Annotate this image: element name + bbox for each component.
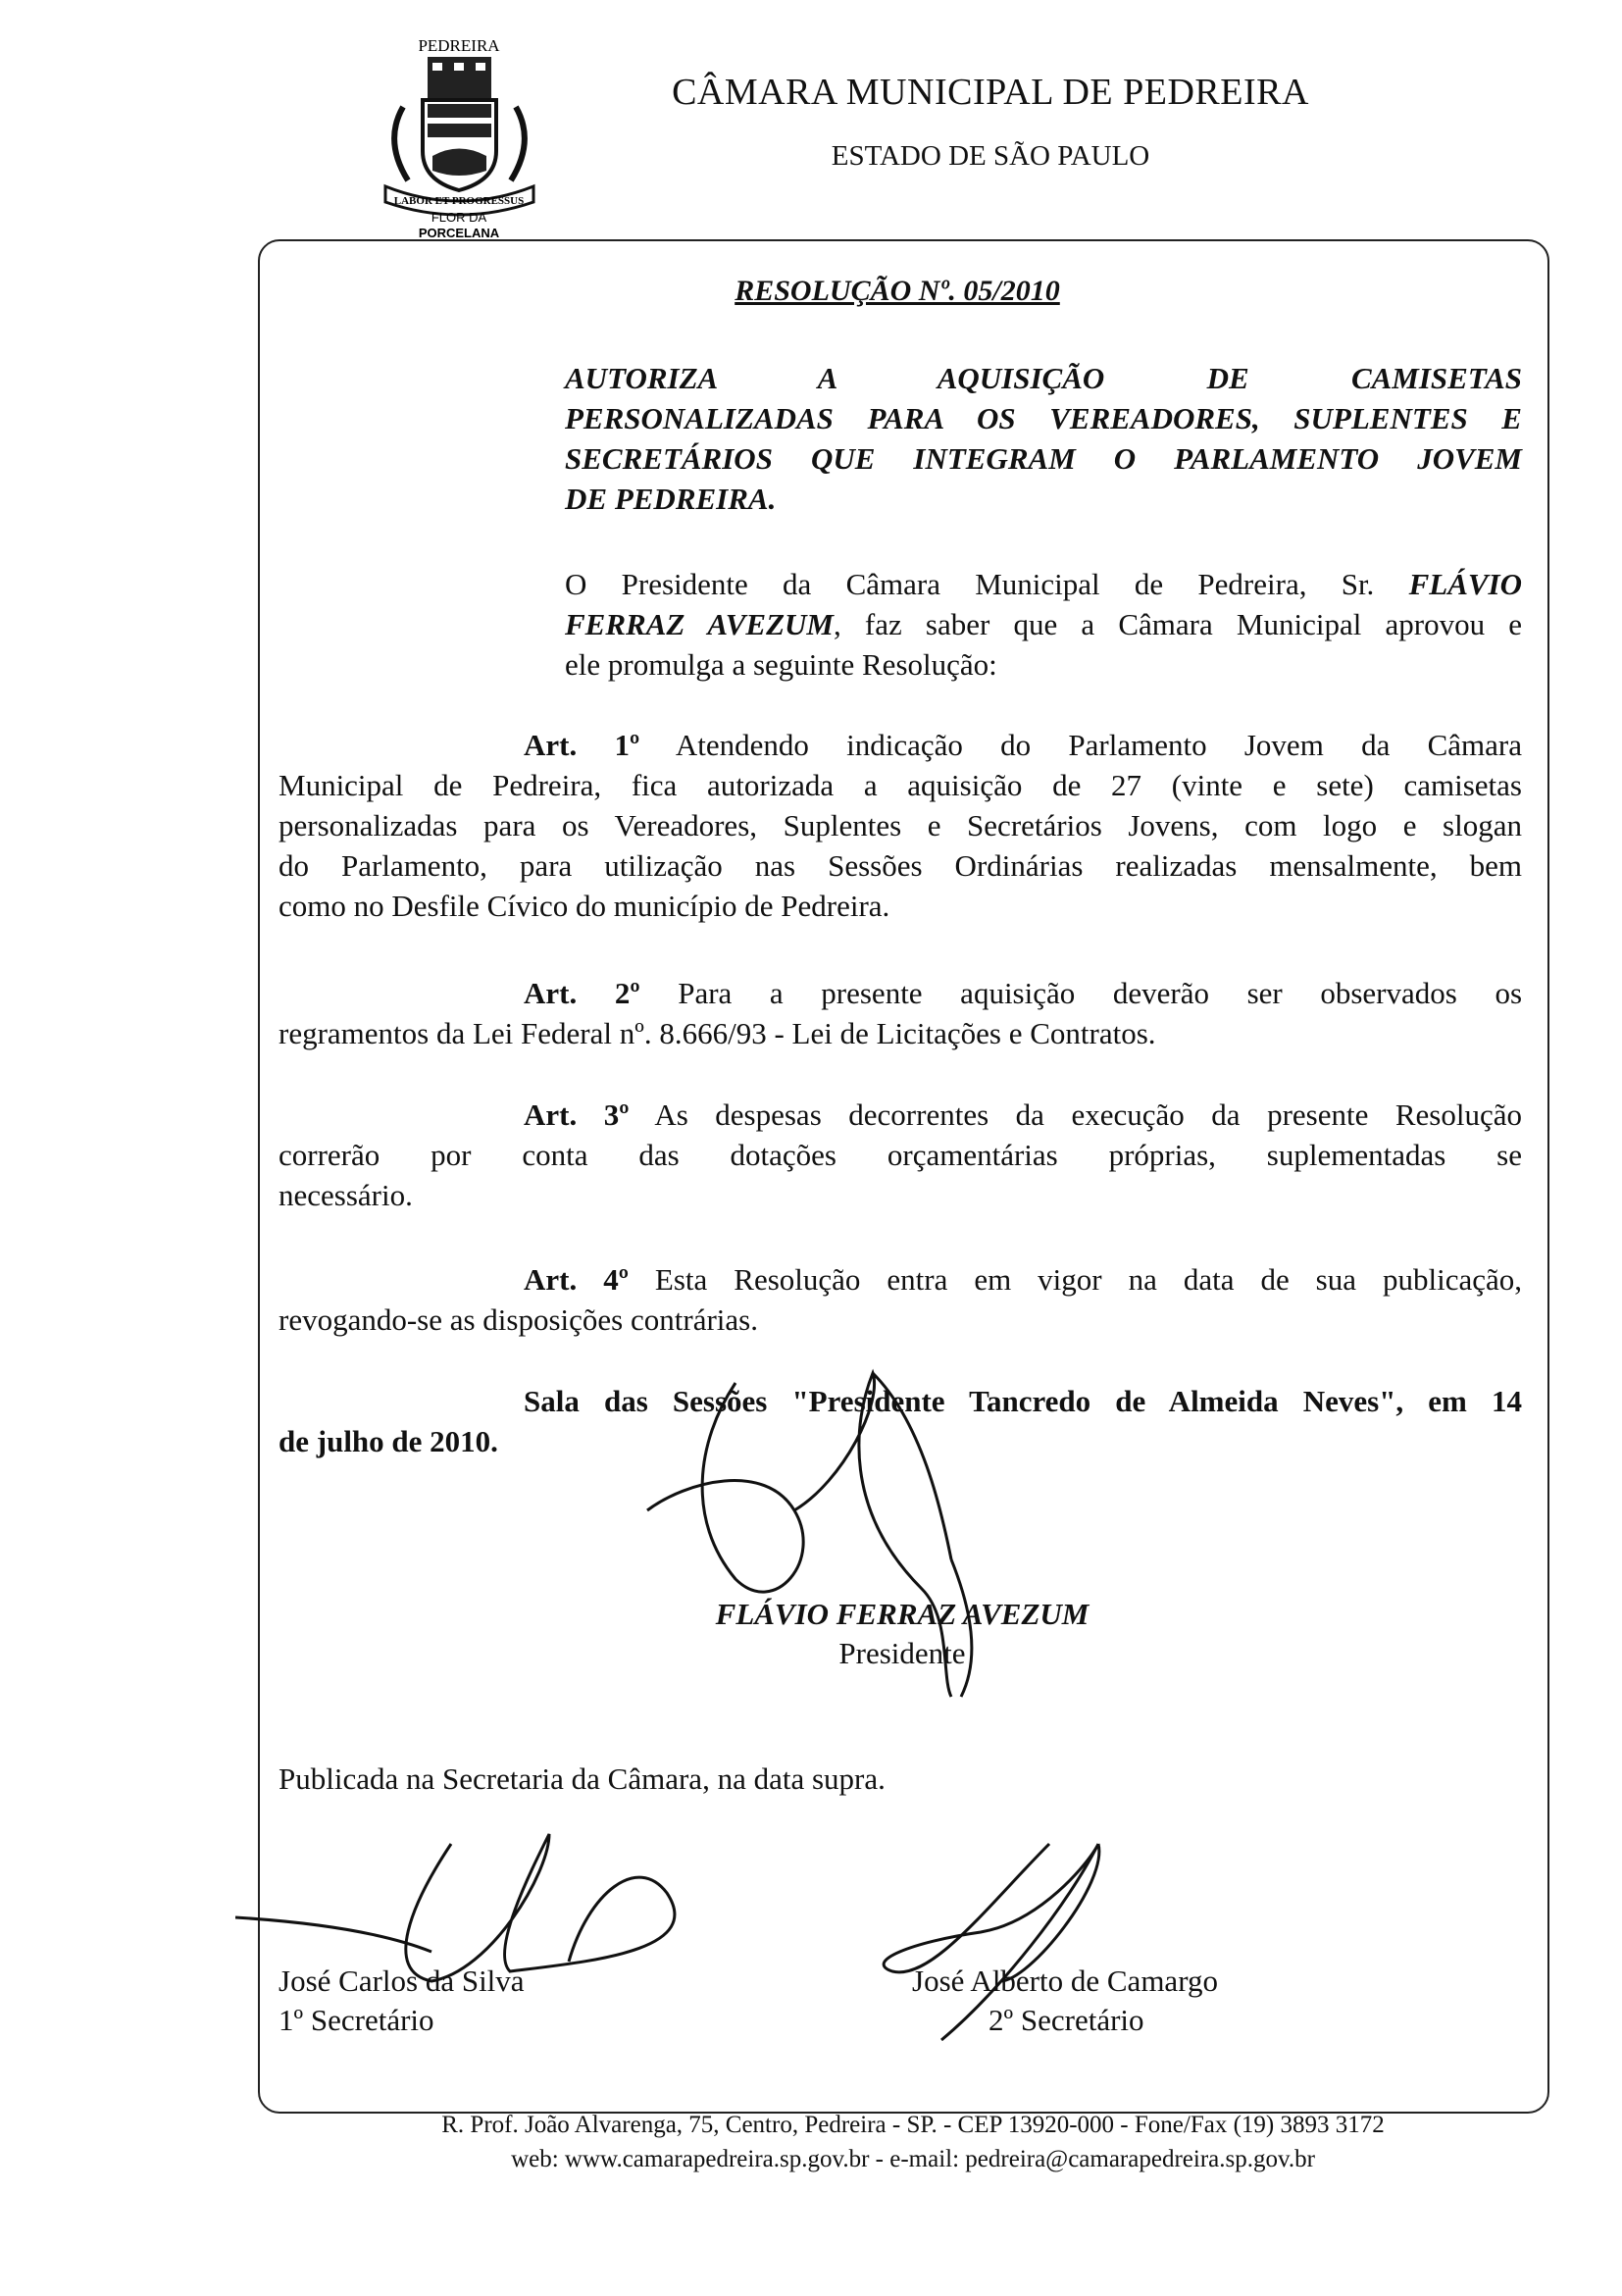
svg-text:LABOR ET PROGRESSUS: LABOR ET PROGRESSUS xyxy=(393,195,525,207)
first-secretary-name: José Carlos da Silva xyxy=(279,1964,525,1998)
second-secretary-name: José Alberto de Camargo xyxy=(912,1964,1218,1998)
article-text: Para a presente aquisição deverão ser observados os xyxy=(678,976,1523,1010)
president-role: Presidente xyxy=(838,1636,966,1670)
summary-line: SECRETÁRIOS QUE INTEGRAM O PARLAMENTO JOVEM xyxy=(565,441,1522,476)
article-text: revogando-se as disposições contrárias. xyxy=(279,1302,758,1337)
first-secretary-role: 1º Secretário xyxy=(279,2003,434,2037)
intro-text: , faz saber que a Câmara Municipal aprovou e xyxy=(833,607,1522,641)
publication-note: Publicada na Secretaria da Câmara, na data supra. xyxy=(279,1761,886,1796)
footer-contact: web: www.camarapedreira.sp.gov.br - e-mail: pedreira@camarapedreira.sp.gov.br xyxy=(511,2146,1315,2172)
closing-statement xyxy=(279,1381,1522,1461)
coat-of-arms-logo xyxy=(374,33,545,241)
svg-text:PEDREIRA: PEDREIRA xyxy=(418,36,500,55)
resolution-summary xyxy=(565,358,1522,519)
article-text: As despesas decorrentes da execução da presente Resolução xyxy=(654,1097,1523,1132)
article-text: personalizadas para os Vereadores, Suplentes e Secretários Jovens, com logo e slogan xyxy=(279,808,1522,842)
summary-line: PERSONALIZADAS PARA OS VEREADORES, SUPLENTES E xyxy=(565,401,1522,435)
article-text: Esta Resolução entra em vigor na data de sua publicação, xyxy=(654,1262,1522,1297)
article-4 xyxy=(279,1259,1522,1340)
resolution-title: RESOLUÇÃO Nº. 05/2010 xyxy=(735,275,1060,307)
closing-line: Sala das Sessões "Presidente Tancredo de Almeida Neves", em 14 xyxy=(524,1384,1522,1418)
article-text: Municipal de Pedreira, fica autorizada a aquisição de 27 (vinte e sete) camisetas xyxy=(279,768,1522,802)
second-secretary-role: 2º Secretário xyxy=(988,2003,1144,2037)
summary-line: AUTORIZA A AQUISIÇÃO DE CAMISETAS xyxy=(565,361,1522,395)
intro-paragraph xyxy=(565,564,1522,685)
svg-text:PORCELANA: PORCELANA xyxy=(418,226,500,240)
article-label: Art. 1º xyxy=(524,728,640,762)
svg-text:FLOR DA: FLOR DA xyxy=(431,210,487,225)
article-text: necessário. xyxy=(279,1178,413,1212)
state-subtitle: ESTADO DE SÃO PAULO xyxy=(831,140,1150,172)
article-1 xyxy=(279,725,1522,926)
article-label: Art. 4º xyxy=(524,1262,629,1297)
article-text: Atendendo indicação do Parlamento Jovem da Câmara xyxy=(675,728,1523,762)
article-text: do Parlamento, para utilização nas Sessões Ordinárias realizadas mensalmente, bem xyxy=(279,848,1522,883)
president-name: FLÁVIO FERRAZ AVEZUM xyxy=(715,1597,1090,1631)
article-text: correrão por conta das dotações orçamentárias próprias, suplementadas se xyxy=(279,1138,1522,1172)
institution-title: CÂMARA MUNICIPAL DE PEDREIRA xyxy=(672,72,1309,113)
intro-text: O Presidente da Câmara Municipal de Pedreira, Sr. xyxy=(565,567,1375,601)
article-text: como no Desfile Cívico do município de Pedreira. xyxy=(279,889,890,923)
article-label: Art. 3º xyxy=(524,1097,630,1132)
summary-line: DE PEDREIRA. xyxy=(565,482,777,516)
article-text: regramentos da Lei Federal nº. 8.666/93 - Lei de Licitações e Contratos. xyxy=(279,1016,1156,1050)
intro-text: ele promulga a seguinte Resolução: xyxy=(565,647,997,682)
president-name-inline: FERRAZ AVEZUM xyxy=(565,607,834,641)
closing-line: de julho de 2010. xyxy=(279,1424,498,1458)
article-2 xyxy=(279,973,1522,1053)
article-label: Art. 2º xyxy=(524,976,640,1010)
president-name-inline: FLÁVIO xyxy=(1408,567,1522,601)
footer-address: R. Prof. João Alvarenga, 75, Centro, Pedreira - SP. - CEP 13920-000 - Fone/Fax (19) 3893 3172 xyxy=(441,2112,1385,2138)
article-3 xyxy=(279,1095,1522,1215)
